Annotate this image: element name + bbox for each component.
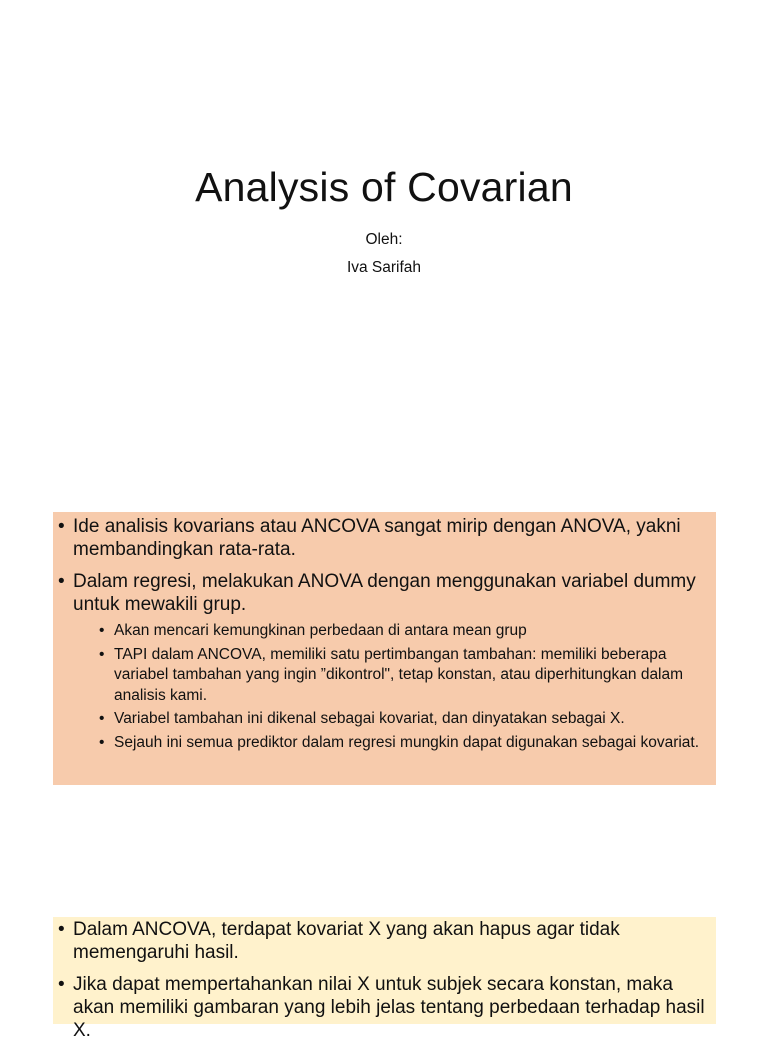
bullet-text: Dalam regresi, melakukan ANOVA dengan menggunakan variabel dummy untuk mewakili grup.: [73, 571, 696, 615]
ancova-intro-box: [53, 512, 716, 785]
sub-bullet-item: • Sejauh ini semua prediktor dalam regresi mungkin dapat digunakan sebagai kovariat.: [73, 733, 708, 754]
bullet-item: [61, 515, 708, 561]
covariate-box: [53, 917, 716, 1041]
sub-bullet-item: • TAPI dalam ANCOVA, memiliki satu pertimbangan tambahan: memiliki beberapa variabel tambahan yang ingin ”dikontrol", tetap konstan, atau diperhitungkan dalam analisis kami.: [73, 645, 708, 707]
slide-title: Analysis of Covarian: [195, 164, 573, 210]
bullet-item: • Dalam ANCOVA, terdapat kovariat X yang akan hapus agar tidak memengaruhi hasil.: [61, 918, 708, 964]
subtitle-oleh: Oleh:: [365, 231, 403, 248]
sub-bullet-item: • Akan mencari kemungkinan perbedaan di antara mean grup: [73, 621, 708, 642]
subtitle-author: Iva Sarifah: [346, 259, 422, 276]
bullet-item: • Jika dapat mempertahankan nilai X untuk subjek secara konstan, maka akan memiliki gambaran yang lebih jelas tentang perbedaan terhadap hasil X.: [61, 973, 708, 1042]
bullet-item: [61, 570, 708, 753]
sub-bullet-item: • Variabel tambahan ini dikenal sebagai kovariat, dan dinyatakan sebagai X.: [73, 709, 708, 730]
bullet-text: Ide analisis kovarians atau ANCOVA sangat mirip dengan ANOVA, yakni membandingkan rata-rata.: [73, 516, 681, 560]
